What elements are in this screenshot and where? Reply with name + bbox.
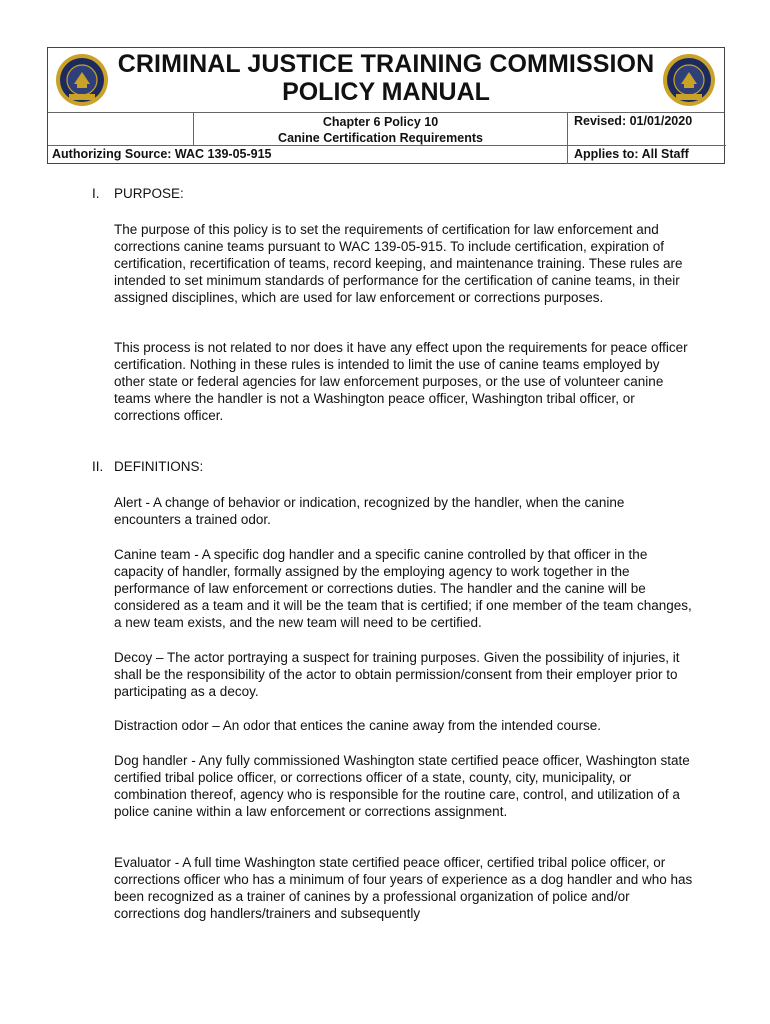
header-blank-cell [48,112,194,146]
title-line-1: CRIMINAL JUSTICE TRAINING COMMISSION [117,50,655,78]
policy-identifier [194,112,568,146]
definition-paragraph: Decoy – The actor portraying a suspect for training purposes. Given the possibility of injuries, it shall be the responsibility of the actor to obtain permission/consent from their employer prior to participating as a decoy. [114,650,680,699]
paragraph: The purpose of this policy is to set the requirements of certification for law enforcement and corrections canine teams pursuant to WAC 139-05-915. To include certification, expiration of certification, recertification of teams, record keeping, and maintenance training. These rules are intended to set minimum standards of performance for the certification of canine teams, in their assigned disciplines, which are used for law enforcement or corrections purposes. [114,222,683,305]
definition-paragraph: Distraction odor – An odor that entices the canine away from the intended course. [114,718,602,733]
section-heading-purpose [92,186,184,201]
authorizing-source: Authorizing Source: WAC 139-05-915 [48,146,568,164]
revised-date: Revised: 01/01/2020 [568,112,726,146]
definition-paragraph: Alert - A change of behavior or indication, recognized by the handler, when the canine encounters a trained odor. [114,495,625,527]
section-number: II. [92,459,104,474]
header-title-row [48,48,724,113]
definition-paragraph: Dog handler - Any fully commissioned Washington state certified peace officer, Washington state certified tribal police officer, or corrections officer of a state, county, city, municipality, or combination thereof, agency who is responsible for the routine care, control, and utilization of a police canine within a law enforcement or corrections assignment. [114,753,690,819]
policy-header [47,47,725,164]
section-title: DEFINITIONS: [114,459,204,474]
definition-paragraph: Evaluator - A full time Washington state certified peace officer, certified tribal police officer, or corrections officer who has a minimum of four years of experience as a dog handler and who has been recognized as a trainer of canines by a professional organization of police and/or corrections dog handlers/trainers and subsequently [114,855,693,921]
subject-label: Canine Certification Requirements [278,131,483,145]
section-heading-definitions [92,459,203,474]
section-title: PURPOSE: [114,186,184,201]
applies-to: Applies to: All Staff [574,147,689,161]
chapter-label: Chapter 6 Policy 10 [322,115,439,129]
title-line-2: POLICY MANUAL [282,78,490,106]
section-number: I. [92,186,100,201]
definition-paragraph: Canine team - A specific dog handler and a specific canine controlled by that officer in the capacity of handler, formally assigned by the employing agency to work together in the performance of law enforcement or corrections duties. The handler and the canine will be considered as a team and it will be the team that is certified; if one member of the team changes, a new team exists, and the new team will need to be certified. [114,547,692,630]
paragraph: This process is not related to nor does it have any effect upon the requirements for peace officer certification. Nothing in these rules is intended to limit the use of canine teams employed by other state or federal agencies for law enforcement purposes, or the use of volunteer canine teams where the handler is not a Washington peace officer, Washington tribal officer, or corrections officer. [114,340,688,423]
state-seal-icon [662,53,716,107]
